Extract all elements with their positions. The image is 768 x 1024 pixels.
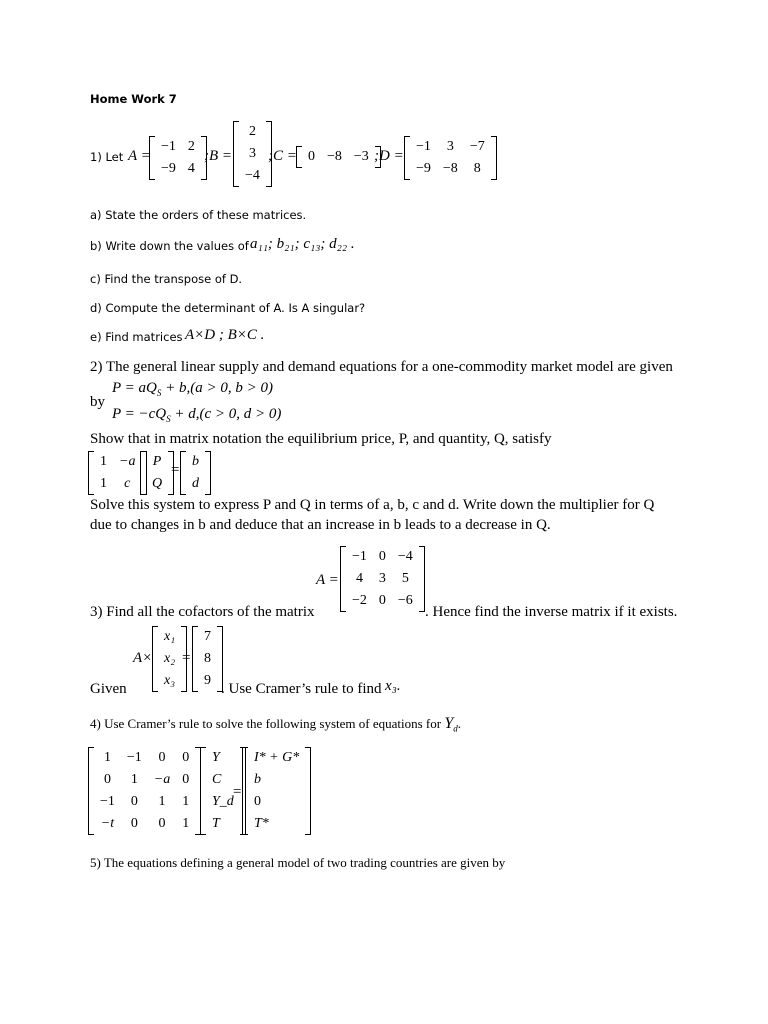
matrix-entry: −6 — [397, 593, 413, 608]
matrix-entry: 0 — [182, 750, 190, 765]
matrix-entry: 3 — [446, 139, 454, 154]
q3-text-2: . Hence find the inverse matrix if it exists. — [425, 604, 678, 620]
q1-a-label: A = — [128, 148, 151, 164]
bracket-right — [491, 136, 497, 180]
matrix-entry: 7 — [204, 629, 211, 644]
matrix-entry: −1 — [126, 750, 142, 765]
q4-equals: = — [233, 784, 242, 800]
q4-vector-rhs — [242, 747, 311, 835]
matrix-entry: −8 — [442, 161, 458, 176]
matrix-entry: x₃ — [164, 673, 176, 688]
bracket-left — [88, 451, 94, 495]
bracket-left — [340, 546, 346, 612]
bracket-right — [205, 451, 211, 495]
q3-given: Given — [90, 681, 127, 697]
q1-lead: 1) Let — [90, 150, 124, 164]
q1-part-b-math: a₁₁; b₂₁; c₁₃; d₂₂ . — [250, 236, 355, 252]
matrix-entry: 1 — [100, 476, 107, 491]
matrix-entry: 0 — [130, 816, 138, 831]
bracket-right — [419, 546, 425, 612]
matrix-entry: 2 — [187, 139, 195, 154]
matrix-entry: −4 — [245, 168, 260, 183]
bracket-left — [152, 626, 158, 692]
q3-a-label: A = — [316, 572, 339, 588]
matrix-entry: 0 — [378, 593, 386, 608]
q4-text: 4) Use Cramer’s rule to solve the following system of equations for $Y_d$. — [90, 715, 461, 734]
q2-by: by — [90, 394, 105, 410]
matrix-entry: Q — [152, 476, 163, 491]
bracket-left — [192, 626, 198, 692]
bracket-left — [233, 121, 239, 187]
q1-matrix-a — [149, 136, 207, 180]
matrix-entry: −7 — [469, 139, 485, 154]
matrix-entry: −9 — [161, 161, 176, 176]
matrix-entry: 9 — [204, 673, 211, 688]
matrix-entry: I* + G* — [254, 750, 300, 765]
matrix-entry: 1 — [158, 794, 166, 809]
q1-d-label: ;D = — [374, 148, 404, 164]
matrix-entry: −4 — [397, 549, 413, 564]
matrix-entry: 2 — [248, 124, 256, 139]
matrix-entry: 1 — [103, 750, 111, 765]
matrix-entry: 0 — [308, 149, 315, 164]
matrix-entry: 8 — [473, 161, 481, 176]
q2-intro: 2) The general linear supply and demand equations for a one-commodity market model are given — [90, 359, 673, 375]
q3-vector-rhs — [192, 626, 223, 692]
q1-matrix-d — [404, 136, 497, 180]
matrix-entry: 4 — [187, 161, 195, 176]
bracket-left — [296, 146, 302, 168]
matrix-entry: 0 — [182, 772, 190, 787]
q3-cramer: . Use Cramer’s rule to find — [221, 681, 382, 697]
q3-text: 3) Find all the cofactors of the matrix — [90, 604, 315, 620]
matrix-entry: 0 — [378, 549, 386, 564]
bracket-left — [404, 136, 410, 180]
q3-equals: = — [182, 650, 191, 666]
q1-part-c: c) Find the transpose of D. — [90, 272, 243, 286]
q2-eq2: $P = -cQ_S + d,(c > 0$, d > 0) — [112, 406, 282, 424]
q1-b-label: ;B = — [204, 148, 233, 164]
matrix-entry: 0 — [130, 794, 138, 809]
matrix-entry: T* — [254, 816, 269, 831]
matrix-entry: −1 — [352, 549, 367, 564]
q2-show: Show that in matrix notation the equilibrium price, P, and quantity, Q, satisfy — [90, 431, 552, 447]
matrix-entry: 8 — [204, 651, 211, 666]
matrix-entry: −1 — [100, 794, 115, 809]
matrix-entry: 1 — [182, 794, 190, 809]
matrix-entry: 0 — [254, 794, 261, 809]
matrix-entry: Y_d — [212, 794, 234, 809]
matrix-entry: 3 — [378, 571, 386, 586]
q1-part-e-math: A×D ; B×C . — [185, 327, 265, 343]
matrix-entry: −a — [153, 772, 171, 787]
q1-part-a: a) State the orders of these matrices. — [90, 208, 307, 222]
q1-c-label: ;C = — [268, 148, 297, 164]
matrix-entry: C — [212, 772, 222, 787]
bracket-right — [305, 747, 311, 835]
matrix-entry: Y — [212, 750, 220, 765]
bracket-left — [180, 451, 186, 495]
q2-vector-pq — [140, 451, 174, 495]
q4-matrix-coef — [88, 747, 201, 835]
q1-matrix-b — [233, 121, 272, 187]
q3-cramer-var: x₃. — [385, 678, 401, 694]
q2-eq1: $P = aQ_S + b,(a > 0$, b > 0) — [112, 380, 273, 398]
matrix-entry: 0 — [158, 816, 166, 831]
matrix-entry: c — [124, 476, 131, 491]
q2-solve-line2: due to changes in b and deduce that an increase in b leads to a decrease in Q. — [90, 517, 551, 533]
matrix-entry: T — [212, 816, 220, 831]
q2-solve-line1: Solve this system to express P and Q in terms of a, b, c and d. Write down the multiplier for Q — [90, 497, 655, 513]
matrix-entry: 1 — [182, 816, 190, 831]
page-title: Home Work 7 — [90, 92, 177, 106]
q3-matrix-a — [340, 546, 425, 612]
matrix-entry: 1 — [130, 772, 138, 787]
matrix-entry: 1 — [100, 454, 107, 469]
matrix-entry: −t — [100, 816, 115, 831]
matrix-entry: b — [254, 772, 261, 787]
bracket-left — [200, 747, 206, 835]
matrix-entry: −9 — [416, 161, 431, 176]
q1-part-e: e) Find matrices — [90, 330, 183, 344]
q2-matrix-coef — [88, 451, 147, 495]
q3-ax: A× — [133, 650, 153, 666]
q2-vector-bd — [180, 451, 211, 495]
matrix-entry: −1 — [416, 139, 431, 154]
matrix-entry: 0 — [103, 772, 111, 787]
matrix-entry: 0 — [158, 750, 166, 765]
matrix-entry: 5 — [401, 571, 409, 586]
matrix-entry: 3 — [248, 146, 256, 161]
matrix-entry: −a — [119, 454, 136, 469]
q1-part-d: d) Compute the determinant of A. Is A singular? — [90, 301, 366, 315]
matrix-entry: x₁ — [164, 629, 176, 644]
q1-matrix-c — [296, 146, 381, 168]
matrix-entry: −1 — [161, 139, 176, 154]
bracket-left — [140, 451, 146, 495]
matrix-entry: −8 — [327, 149, 342, 164]
matrix-entry: 4 — [355, 571, 363, 586]
matrix-entry: −2 — [352, 593, 367, 608]
matrix-entry: d — [192, 476, 199, 491]
matrix-entry: −3 — [353, 149, 369, 164]
bracket-left — [242, 747, 248, 835]
q1-part-b: b) Write down the values of — [90, 239, 249, 253]
matrix-entry: P — [152, 454, 162, 469]
matrix-entry: b — [192, 454, 199, 469]
q5-text: 5) The equations defining a general model of two trading countries are given by — [90, 855, 506, 870]
bracket-left — [149, 136, 155, 180]
q2-equals: = — [171, 462, 180, 478]
bracket-left — [88, 747, 94, 835]
matrix-entry: x₂ — [164, 651, 176, 666]
